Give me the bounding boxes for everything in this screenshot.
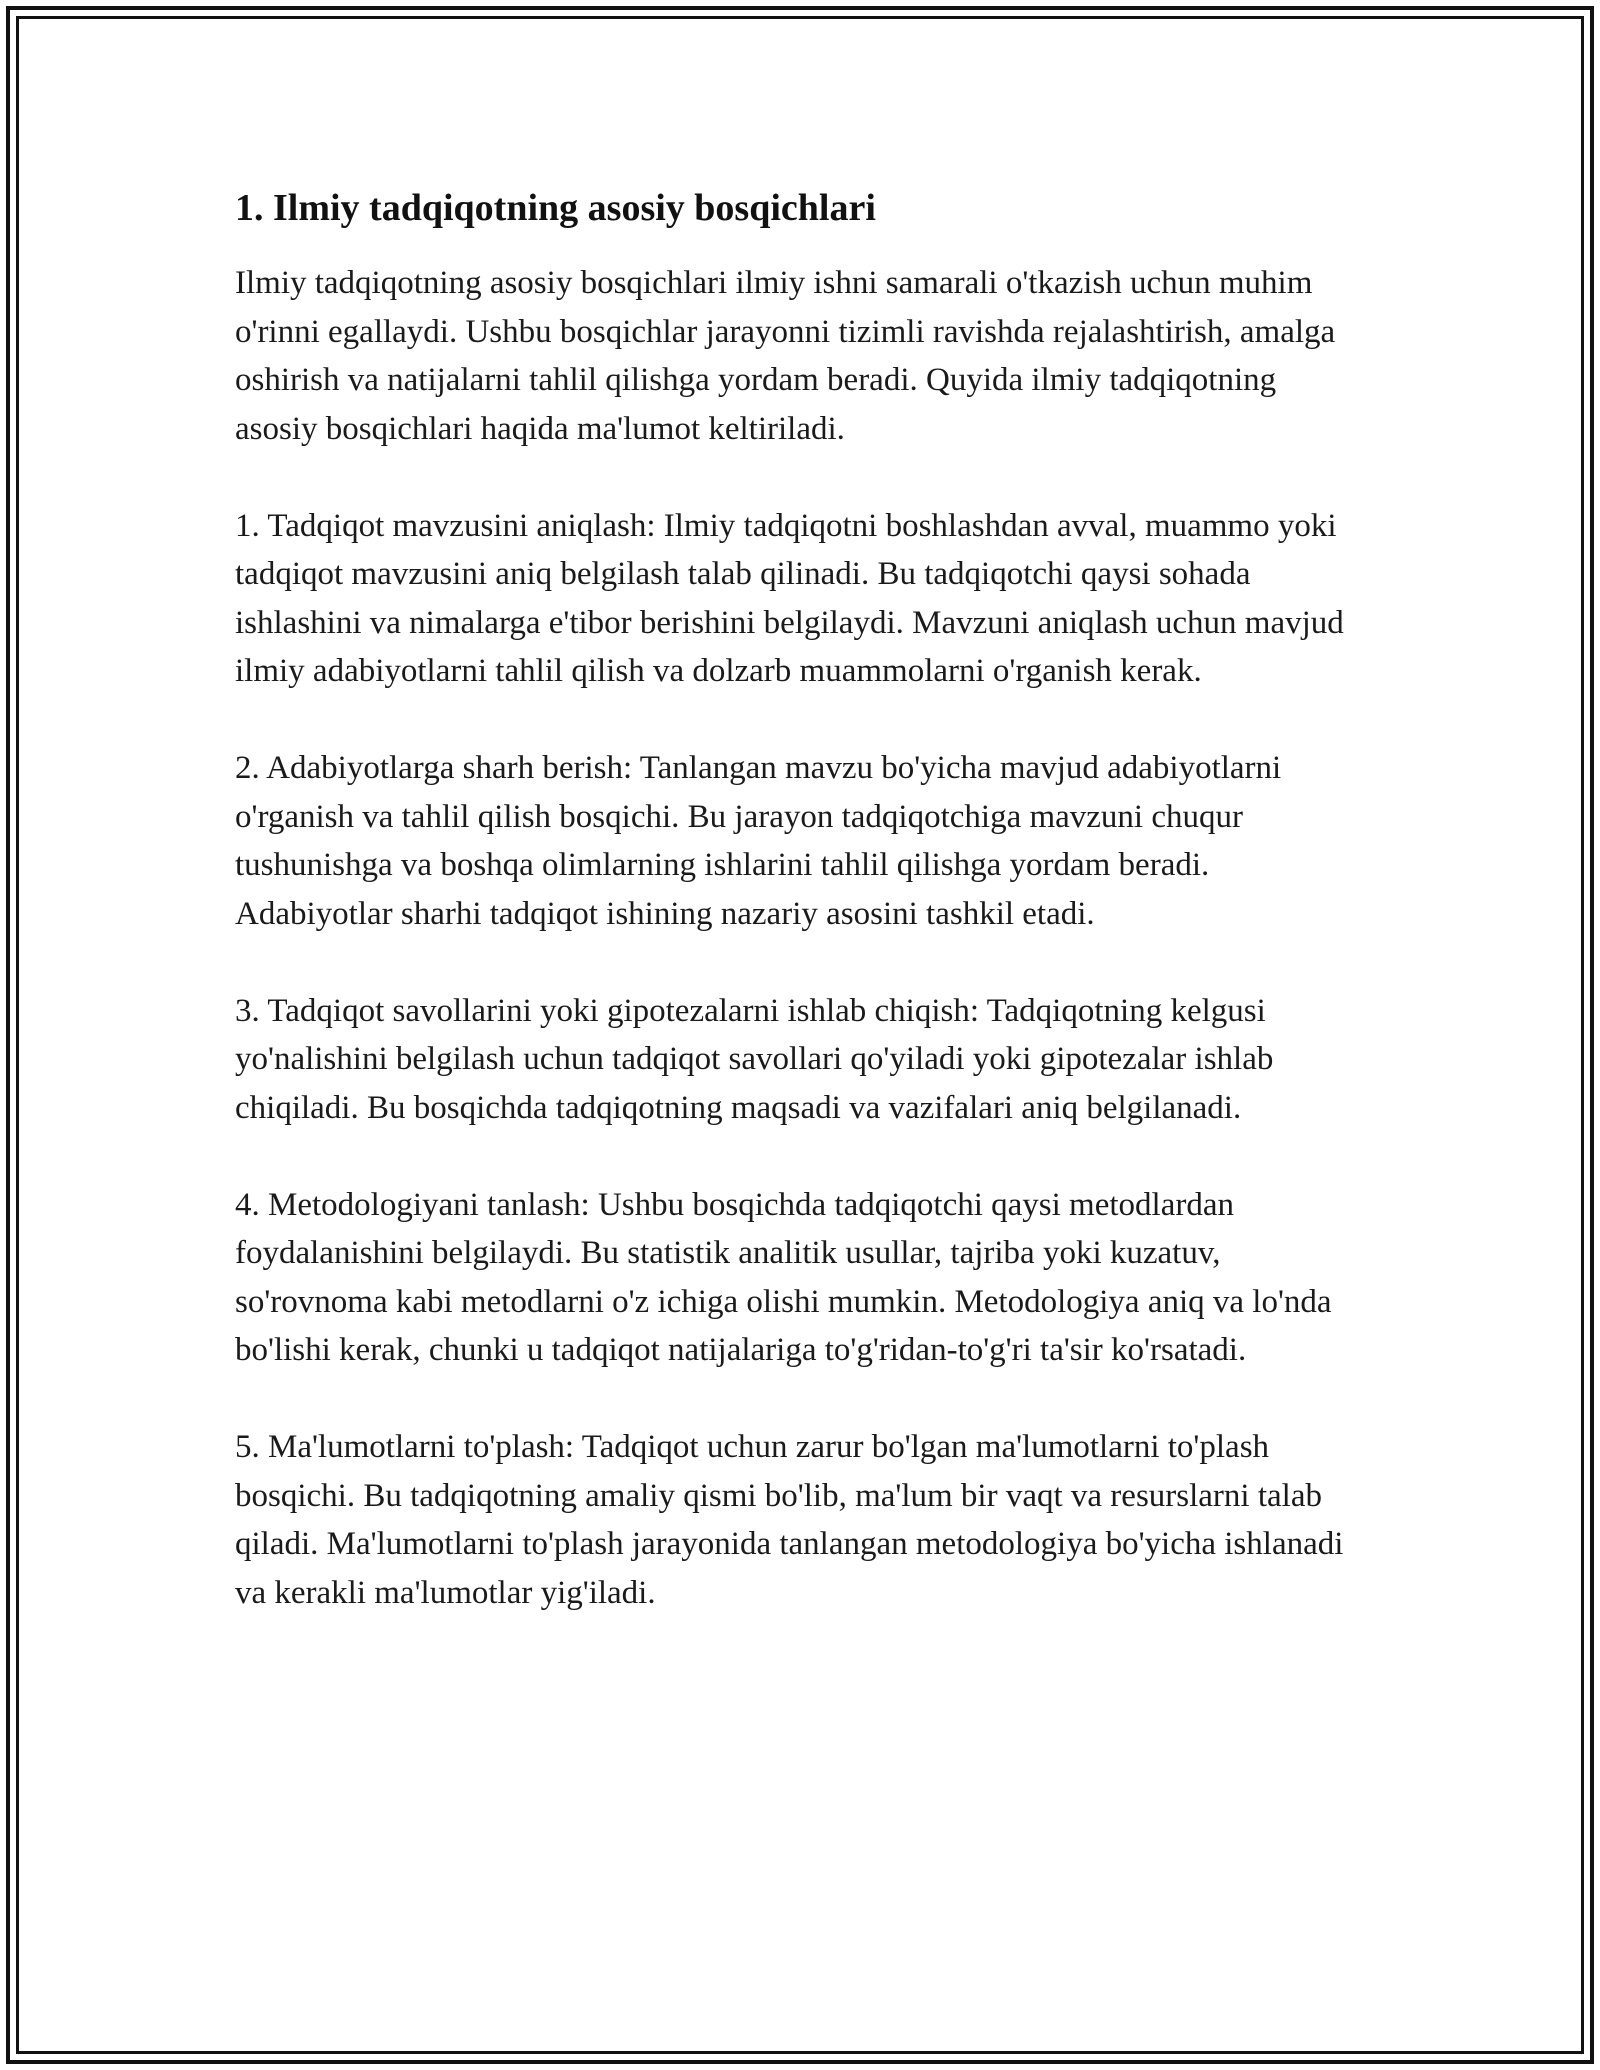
document-body [235,185,1365,1666]
step-5-paragraph: 5. Ma'lumotlarni to'plash: Tadqiqot uchun zarur bo'lgan ma'lumotlarni to'plash bosqichi. Bu tadqiqotning amaliy qismi bo'lib, ma'lum bir vaqt va resurslarni talab qiladi. Ma'lumotlarni to'plash jarayonida tanlangan metodologiya bo'yicha ishlanadi va kerakli ma'lumotlar yig'iladi. [235,1429,1344,1611]
section-heading: 1. Ilmiy tadqiqotning asosiy bosqichlari [235,187,876,229]
step-1-paragraph: 1. Tadqiqot mavzusini aniqlash: Ilmiy tadqiqotni boshlashdan avval, muammo yoki tadqiqot mavzusini aniq belgilash talab qilinadi. Bu tadqiqotchi qaysi sohada ishlashini va nimalarga e'tibor berishini belgilaydi. Mavzuni aniqlash uchun mavjud ilmiy adabiyotlarni tahlil qilish va dolzarb muammolarni o'rganish kerak. [235,507,1344,689]
step-4-paragraph: 4. Metodologiyani tanlash: Ushbu bosqichda tadqiqotchi qaysi metodlardan foydalanishini belgilaydi. Bu statistik analitik usullar, tajriba yoki kuzatuv, so'rovnoma kabi metodlarni o'z ichiga olishi mumkin. Metodologiya aniq va lo'nda bo'lishi kerak, chunki u tadqiqot natijalariga to'g'ridan-to'g'ri ta'sir ko'rsatadi. [235,1186,1332,1368]
step-2-paragraph: 2. Adabiyotlarga sharh berish: Tanlangan mavzu bo'yicha mavjud adabiyotlarni o'rganish va tahlil qilish bosqichi. Bu jarayon tadqiqotchiga mavzuni chuqur tushunishga va boshqa olimlarning ishlarini tahlil qilishga yordam beradi. Adabiyotlar sharhi tadqiqot ishining nazariy asosini tashkil etadi. [235,750,1282,932]
step-3-paragraph: 3. Tadqiqot savollarini yoki gipotezalarni ishlab chiqish: Tadqiqotning kelgusi yo'nalishini belgilash uchun tadqiqot savollari qo'yiladi yoki gipotezalar ishlab chiqiladi. Bu bosqichda tadqiqotning maqsadi va vazifalari aniq belgilanadi. [235,992,1274,1126]
intro-paragraph: Ilmiy tadqiqotning asosiy bosqichlari ilmiy ishni samarali o'tkazish uchun muhim o'rinni egallaydi. Ushbu bosqichlar jarayonni tizimli ravishda rejalashtirish, amalga oshirish va natijalarni tahlil qilishga yordam beradi. Quyida ilmiy tadqiqotning asosiy bosqichlari haqida ma'lumot keltiriladi. [235,265,1336,447]
